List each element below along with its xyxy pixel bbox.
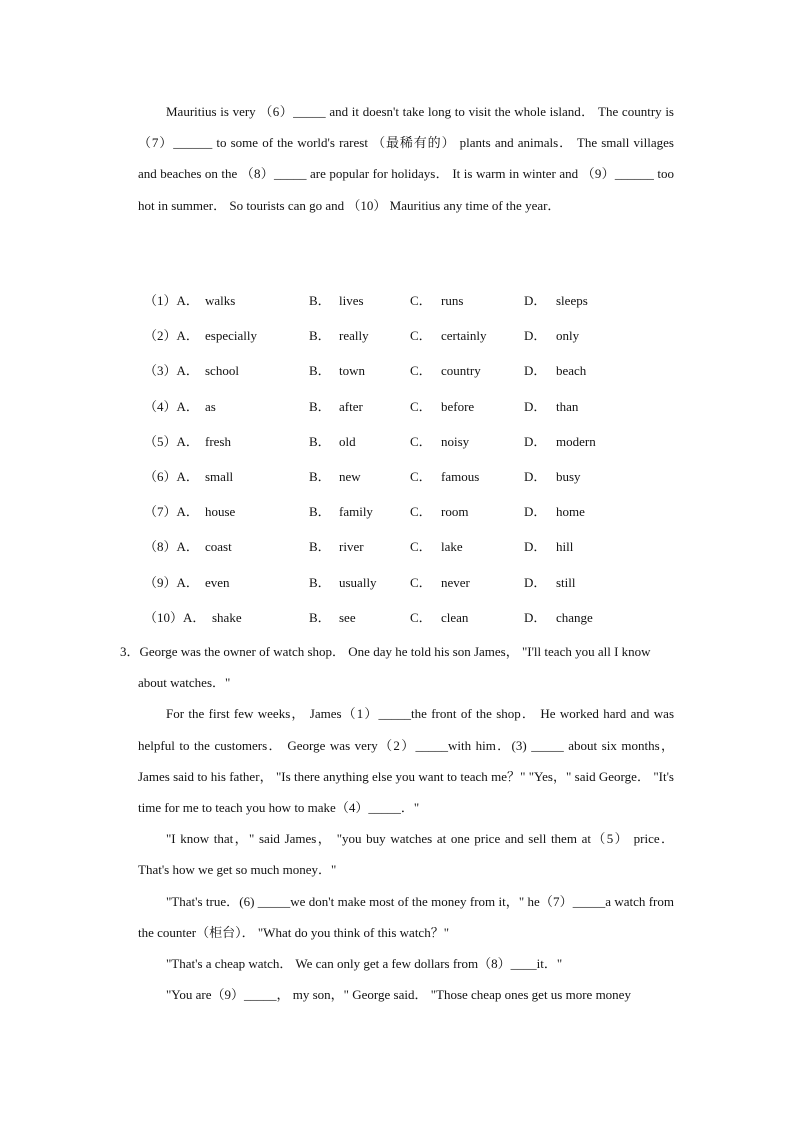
option-d-text: hill bbox=[556, 539, 574, 555]
option-row bbox=[144, 497, 664, 532]
option-c-text: room bbox=[441, 504, 469, 520]
option-c-text: before bbox=[441, 398, 475, 414]
question-3-para-2: "I know that，" said James， "you buy watches at one price and sell them at（5） price． That's how we get so much money．" bbox=[138, 831, 674, 878]
option-c-label: C． bbox=[410, 468, 432, 484]
option-c-label: C． bbox=[410, 328, 432, 344]
option-b-label: B． bbox=[309, 574, 331, 590]
option-c-text: lake bbox=[441, 539, 463, 555]
option-number: （8）A． bbox=[144, 539, 199, 555]
option-row bbox=[144, 286, 664, 321]
option-d-text: modern bbox=[556, 433, 596, 449]
option-b-text: family bbox=[339, 504, 373, 520]
option-c-text: famous bbox=[441, 468, 480, 484]
option-b-label: B． bbox=[309, 293, 331, 308]
option-number: （4）A． bbox=[144, 398, 199, 414]
option-number: （10）A． bbox=[144, 609, 206, 625]
option-d-text: busy bbox=[556, 468, 581, 484]
option-d-text: than bbox=[556, 398, 579, 414]
option-c-label: C． bbox=[410, 539, 432, 555]
option-d-label: D． bbox=[524, 328, 547, 344]
option-c-label: C． bbox=[410, 433, 432, 449]
question-3-head: 3．George was the owner of watch shop． One day he told his son James， "I'll teach you all I know about watches．" bbox=[120, 644, 651, 691]
option-d-label: D． bbox=[524, 363, 547, 379]
option-row bbox=[144, 321, 664, 356]
option-b-text: see bbox=[339, 609, 356, 625]
option-c-label: C． bbox=[410, 293, 432, 308]
option-b-text: river bbox=[339, 539, 364, 555]
option-number: （6）A． bbox=[144, 468, 199, 484]
option-number: （7）A． bbox=[144, 504, 199, 520]
option-b-label: B． bbox=[309, 433, 331, 449]
option-c-label: C． bbox=[410, 504, 432, 520]
option-b-text: new bbox=[339, 468, 361, 484]
option-c-text: never bbox=[441, 574, 470, 590]
question-3 bbox=[120, 636, 674, 1010]
option-d-label: D． bbox=[524, 609, 547, 625]
option-a-text: school bbox=[205, 363, 239, 379]
question-3-para-3: "That's true．(6) _____we don't make most of the money from it，" he（7）_____a watch from the counter（柜台）． "What do you think of this watch？" bbox=[138, 893, 674, 940]
option-d-text: beach bbox=[556, 363, 587, 379]
option-b-label: B． bbox=[309, 398, 331, 414]
option-d-label: D． bbox=[524, 293, 547, 308]
option-b-label: B． bbox=[309, 328, 331, 344]
option-c-text: country bbox=[441, 363, 481, 379]
option-a-text: shake bbox=[212, 609, 242, 625]
option-a-text: fresh bbox=[205, 433, 231, 449]
passage-2 bbox=[138, 96, 674, 221]
option-d-text: still bbox=[556, 574, 576, 590]
option-d-text: sleeps bbox=[556, 293, 588, 308]
option-number: （3）A． bbox=[144, 363, 199, 379]
option-c-label: C． bbox=[410, 574, 432, 590]
option-a-text: as bbox=[205, 398, 216, 414]
option-d-label: D． bbox=[524, 433, 547, 449]
option-c-label: C． bbox=[410, 398, 432, 414]
option-c-text: runs bbox=[441, 293, 464, 308]
option-row bbox=[144, 356, 664, 391]
option-c-text: clean bbox=[441, 609, 469, 625]
option-row bbox=[144, 462, 664, 497]
option-b-label: B． bbox=[309, 468, 331, 484]
option-b-label: B． bbox=[309, 539, 331, 555]
option-c-label: C． bbox=[410, 363, 432, 379]
option-d-text: change bbox=[556, 609, 593, 625]
option-a-text: even bbox=[205, 574, 230, 590]
option-a-text: house bbox=[205, 504, 236, 520]
option-row bbox=[144, 392, 664, 427]
option-b-label: B． bbox=[309, 363, 331, 379]
question-3-para-5: "You are（9）_____， my son，" George said． "Those cheap ones get us more money bbox=[166, 987, 631, 1003]
option-number: （9）A． bbox=[144, 574, 199, 590]
option-b-text: after bbox=[339, 398, 363, 414]
option-c-text: noisy bbox=[441, 433, 470, 449]
option-b-text: lives bbox=[339, 293, 364, 308]
passage-2-text: Mauritius is very （6）_____ and it doesn't take long to visit the whole island． The country is （7）______ to some of the world's rarest （最稀有的） plants and animals． The small villages and beaches on the （8）_____ are popular for holidays． It is warm in winter and （9）______ too hot in summer． So tourists can go and （10） Mauritius any time of the year． bbox=[138, 104, 674, 213]
option-b-text: old bbox=[339, 433, 356, 449]
option-number: （5）A． bbox=[144, 433, 199, 449]
option-a-text: coast bbox=[205, 539, 232, 555]
option-b-label: B． bbox=[309, 504, 331, 520]
option-c-text: certainly bbox=[441, 328, 487, 344]
option-number: （1）A． bbox=[144, 293, 199, 308]
option-d-label: D． bbox=[524, 504, 547, 520]
option-number: （2）A． bbox=[144, 328, 199, 344]
option-d-label: D． bbox=[524, 398, 547, 414]
option-d-label: D． bbox=[524, 468, 547, 484]
question-3-para-4: "That's a cheap watch． We can only get a few dollars from（8）____it．" bbox=[166, 956, 563, 972]
option-d-text: only bbox=[556, 328, 580, 344]
option-c-label: C． bbox=[410, 609, 432, 625]
option-b-text: town bbox=[339, 363, 365, 379]
option-d-text: home bbox=[556, 504, 585, 520]
option-b-text: really bbox=[339, 328, 369, 344]
answer-options bbox=[144, 286, 664, 638]
option-a-text: walks bbox=[205, 293, 236, 308]
option-row bbox=[144, 603, 664, 638]
option-d-label: D． bbox=[524, 539, 547, 555]
question-3-para-1: For the first few weeks， James（1）_____the front of the shop． He worked hard and was helpful to the customers． George was very（2）_____with him．(3) _____ about six months， James said to his father， "Is there anything else you want to teach me？" "Yes，" said George． "It's time for me to teach you how to make（4）_____．" bbox=[138, 706, 674, 816]
option-row bbox=[144, 427, 664, 462]
option-row bbox=[144, 568, 664, 603]
option-b-text: usually bbox=[339, 574, 377, 590]
option-d-label: D． bbox=[524, 574, 547, 590]
option-b-label: B． bbox=[309, 609, 331, 625]
option-row bbox=[144, 532, 664, 567]
option-a-text: especially bbox=[205, 328, 257, 344]
option-a-text: small bbox=[205, 468, 234, 484]
